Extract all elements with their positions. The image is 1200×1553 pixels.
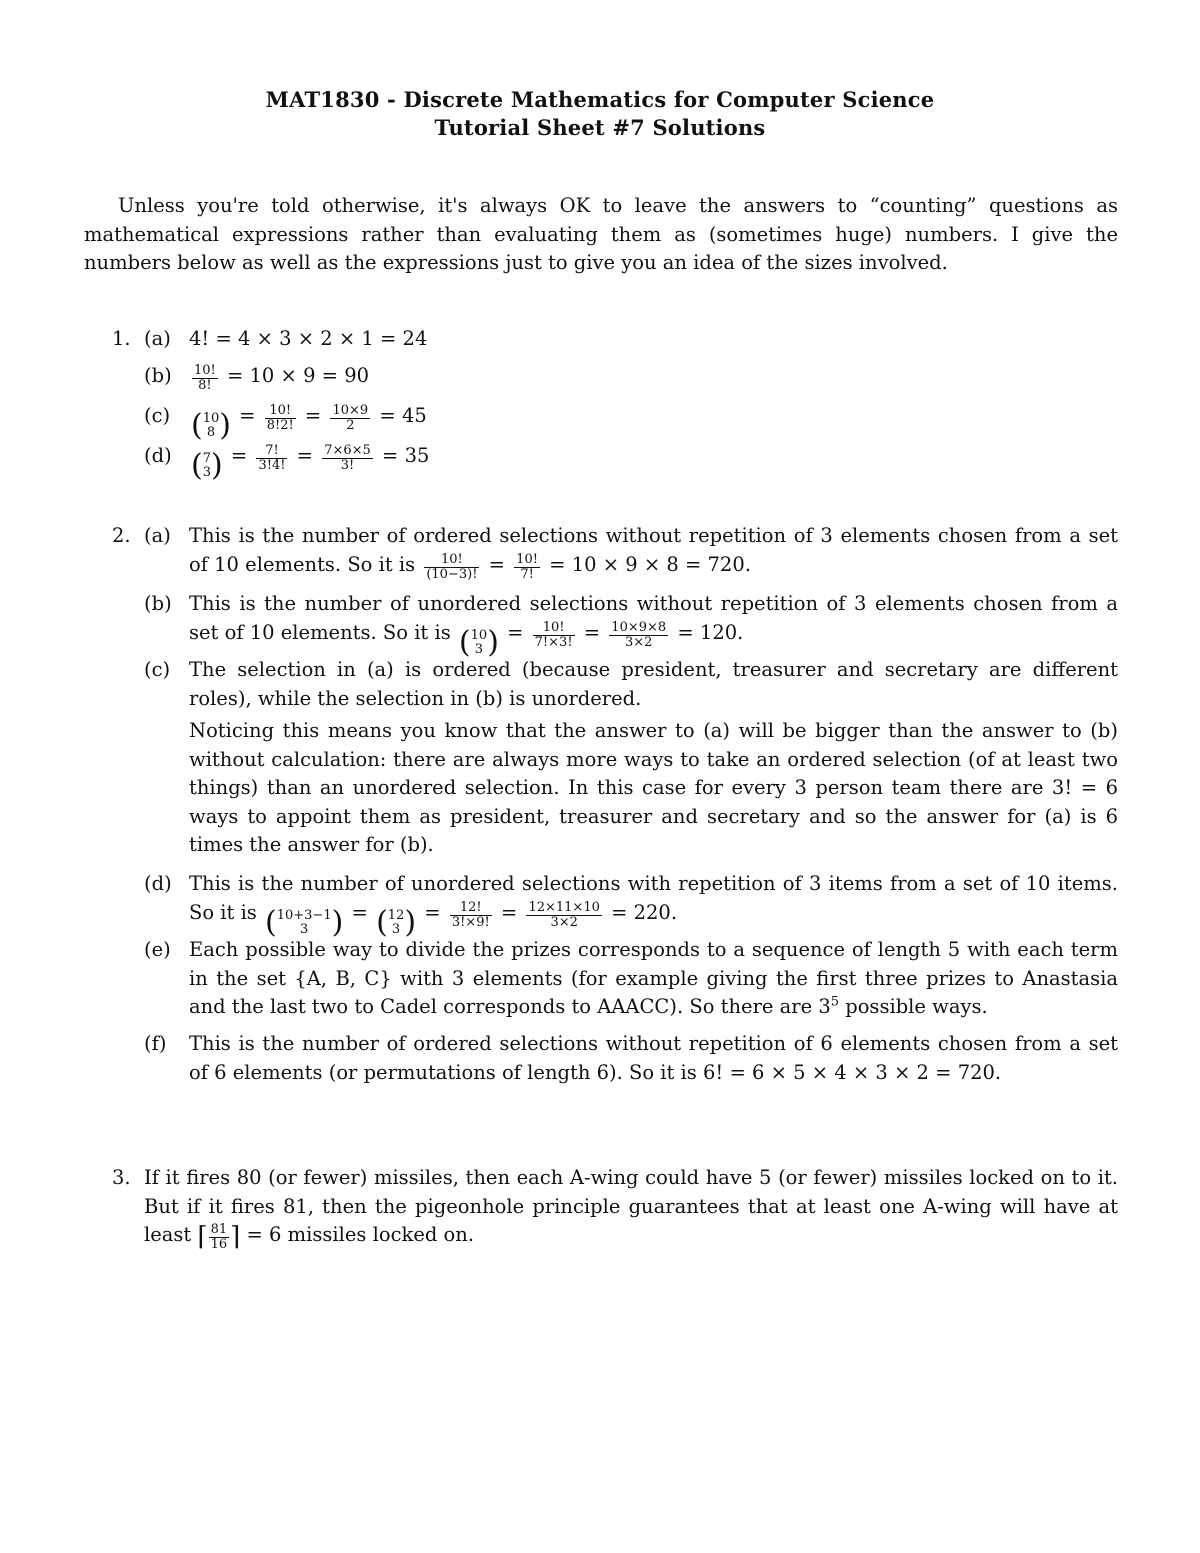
part-text-tail: possible ways. <box>839 995 988 1018</box>
part-label: (a) <box>144 327 171 350</box>
part-label: (f) <box>144 1032 167 1055</box>
fraction: $\frac{12\times 11\times 10}{3\times 2}$ <box>528 899 600 930</box>
question-number: 2. <box>112 524 131 547</box>
fraction: $\frac{10\times 9\times 8}{3\times 2}$ <box>611 619 667 650</box>
part-label: (b) <box>144 592 172 615</box>
course-title: MAT1830 - Discrete Mathematics for Computer Science <box>265 87 935 112</box>
exponent: 5 <box>830 994 840 1010</box>
math-expression: = 6 missiles locked on. <box>246 1223 475 1246</box>
part-text: Each possible way to divide the prizes corresponds to a sequence of length 5 with each term in the set {A, B, C} with 3 elements (for example giving the first three prizes to Anastasia and the last two to Cadel corresponds to AAACC). So there are 3 <box>189 938 1118 1018</box>
q1-part-a <box>144 325 1118 362</box>
part-label: (b) <box>144 364 172 387</box>
question-1 <box>112 325 1118 482</box>
q2-part-e <box>144 936 1118 1030</box>
part-text-continued: Noticing this means you know that the answer to (a) will be bigger than the answer to (b) without calculation: there are always more ways to take an ordered selection (of at least two things) than an unordered selection. In this case for every 3 person team there are 3! = 6 ways to appoint them as president, treasurer and secretary and so the answer for (a) is 6 times the answer for (b). <box>189 719 1118 856</box>
q2-part-c <box>144 656 1118 870</box>
part-label: (c) <box>144 658 171 681</box>
part-label: (a) <box>144 524 171 547</box>
part-text: This is the number of unordered selections with repetition of 3 items from a set of 10 items. So it is <box>189 872 1118 924</box>
math-expression: = 220. <box>611 900 678 924</box>
q2-part-d: (d) This is the number of unordered selections with repetition of 3 items from a set of 10 items. So it is ( 10+3−1 3 ) = ( 12 3 ) = $\frac{12!}{3!\times 9!}$ = $\frac{12\times 11\times 10}{3\times 2}$ = 220. <box>144 872 1118 940</box>
math-expression: = 120. <box>677 620 744 644</box>
fraction: $\frac{10!}{8!2!}$ <box>266 403 294 434</box>
fraction: $\frac{10\times 9}{2}$ <box>332 403 369 434</box>
q1-part-c: (c) ( 10 8 ) = $\frac{10!}{8!2!}$ = $\frac{10\times 9}{2}$ = 45 <box>144 403 427 444</box>
math-expression: 4! = 4 × 3 × 2 × 1 = 24 <box>189 327 428 350</box>
part-text: This is the number of ordered selections without repetition of 3 elements chosen from a set of 10 elements. So it is <box>189 524 1118 576</box>
intro-paragraph: Unless you're told otherwise, it's always OK to leave the answers to “counting” questions as mathematical expressions rather than evaluating them as (sometimes huge) numbers. I give the numbers below as well as the expressions just to give you an idea of the sizes involved. <box>84 194 1118 274</box>
part-label: (c) <box>144 404 171 427</box>
ceiling-right: ⌉ <box>230 1221 241 1252</box>
question-number: 1. <box>112 327 131 350</box>
question-3 <box>112 1164 1118 1252</box>
math-expression: = 35 <box>382 444 430 467</box>
binomial: ( 10+3−1 3 ) <box>265 904 344 940</box>
q1-part-b <box>144 362 1118 402</box>
part-text: The selection in (a) is ordered (because president, treasurer and secretary are different roles), while the selection in (b) is unordered. <box>189 658 1118 710</box>
part-text: This is the number of ordered selections without repetition of 6 elements chosen from a set of 6 elements (or permutations of length 6). So it is 6! = 6 × 5 × 4 × 3 × 2 = 720. <box>189 1032 1118 1084</box>
binomial: ( 10 3 ) <box>458 624 499 660</box>
question-text: If it fires 80 (or fewer) missiles, then each A-wing could have 5 (or fewer) missiles locked on to it. But if it fires 81, then the pigeonhole principle guarantees that at least one A-wing will have at least <box>144 1166 1118 1246</box>
ceiling-left: ⌈ <box>197 1221 208 1252</box>
q2-part-b: (b) This is the number of unordered selections without repetition of 3 elements chosen from a set of 10 elements. So it is ( 10 3 ) = $\frac{10!}{7!\times 3!}$ = $\frac{10\times 9\times 8}{3\times 2}$ = 120. <box>144 592 1118 660</box>
q2-part-a: (a) This is the number of ordered selections without repetition of 3 elements chosen from a set of 10 elements. So it is $\frac{10!}{(10-3)!}$ = $\frac{10!}{7!}$ = 10 × 9 × 8 = 720. <box>144 524 1118 582</box>
fraction: $\frac{10!}{7!\times 3!}$ <box>534 619 573 650</box>
fraction: $\frac{12!}{3!\times 9!}$ <box>451 899 490 930</box>
math-expression: = 10 × 9 = 90 <box>226 364 370 387</box>
q1-part-d: (d) ( 7 3 ) = $\frac{7!}{3!4!}$ = $\frac{7\times 6\times 5}{3!}$ = 35 <box>144 443 430 484</box>
part-text: This is the number of unordered selections without repetition of 3 elements chosen from a set of 10 elements. So it is <box>189 592 1118 644</box>
fraction: $\frac{10!}{(10-3)!}$ <box>426 551 478 582</box>
part-label: (e) <box>144 938 171 961</box>
math-expression: = 45 <box>379 404 427 427</box>
part-label: (d) <box>144 872 172 895</box>
binomial: ( 7 3 ) <box>191 448 223 484</box>
binomial: ( 10 8 ) <box>191 408 231 444</box>
part-label: (d) <box>144 444 172 467</box>
fraction: $\frac{7!}{3!4!}$ <box>258 443 286 474</box>
fraction: $\frac{7\times 6\times 5}{3!}$ <box>324 443 371 474</box>
question-2 <box>112 522 1118 1087</box>
math-expression: = 10 × 9 × 8 = 720. <box>549 552 751 576</box>
fraction: $\frac{81}{16}$ <box>210 1222 228 1253</box>
fraction: $\frac{10!}{7!}$ <box>516 551 538 582</box>
binomial: ( 12 3 ) <box>376 904 417 940</box>
fraction: $\frac{10!}{8!}$ <box>194 363 216 394</box>
q2-part-f <box>144 1030 1118 1087</box>
sheet-title: Tutorial Sheet #7 Solutions <box>434 115 766 140</box>
question-number: 3. <box>112 1166 131 1189</box>
